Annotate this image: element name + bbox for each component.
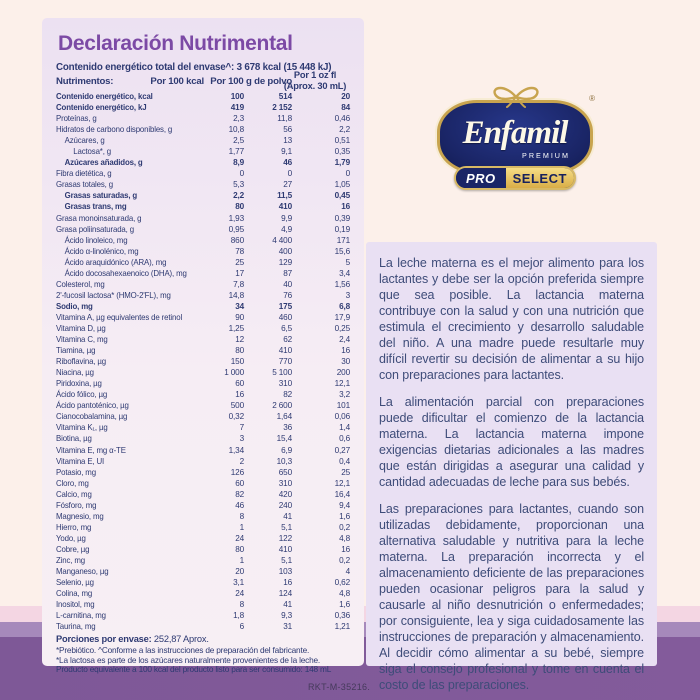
nutrient-value: 1,77 <box>228 147 244 157</box>
nutrient-value: 1,8 <box>233 611 244 621</box>
table-row <box>56 356 350 367</box>
nutrient-value: 1,4 <box>339 423 350 433</box>
nutrient-value: 60 <box>235 379 244 389</box>
table-row <box>56 168 350 179</box>
nutrient-label: Tiamina, µg <box>56 346 96 356</box>
per-oz-line2: (Aprox. 30 mL) <box>283 81 347 91</box>
nutrient-value: 200 <box>336 368 350 378</box>
nutrient-value: 7,8 <box>233 279 244 289</box>
nutrient-value: 1,6 <box>339 600 350 610</box>
nutrient-value: 84 <box>341 103 350 113</box>
nutrient-label: Cianocobalamina, µg <box>56 412 128 422</box>
nutrient-label: Vitamina E, UI <box>56 456 105 466</box>
nutrient-value: 1,25 <box>228 323 244 333</box>
nutrient-value: 2 152 <box>272 103 292 113</box>
nutrient-value: 62 <box>283 335 292 345</box>
per-oz-line1: Por 1 oz fl <box>293 70 337 80</box>
nutrient-value: 6 <box>239 622 244 632</box>
nutrient-value: 500 <box>230 401 244 411</box>
nutrient-value: 100 <box>230 92 244 101</box>
table-row <box>56 456 350 467</box>
nutrient-value: 3 <box>239 434 244 444</box>
nutrient-value: 16,4 <box>334 489 350 499</box>
table-row <box>56 224 350 235</box>
nutrient-label: Fibra dietética, g <box>56 169 112 179</box>
footnote-line: *Prebiótico. ^Conforme a las instrucciones de preparación del fabricante. <box>56 645 310 656</box>
nutrient-value: 1,21 <box>334 622 350 632</box>
nutrient-value: 4,9 <box>281 224 292 234</box>
nutrient-value: 80 <box>235 346 244 356</box>
nutrient-label: Cloro, mg <box>56 478 89 488</box>
reference-code: RKT-M-35216. <box>308 682 371 692</box>
nutrient-value: 6,5 <box>281 323 292 333</box>
nutrient-value: 0,4 <box>339 456 350 466</box>
nutrient-value: 171 <box>336 235 350 245</box>
nutrient-value: 410 <box>278 202 292 212</box>
nutrient-value: 0,25 <box>334 323 350 333</box>
nutrient-label: Vitamina K₁, µg <box>56 423 108 433</box>
nutrient-value: 80 <box>235 202 244 212</box>
nutrient-value: 4,8 <box>339 589 350 599</box>
nutrient-value: 9,9 <box>281 213 292 223</box>
nutrient-value: 9,1 <box>281 147 292 157</box>
pro-select-badge <box>454 166 576 190</box>
table-row <box>56 91 350 102</box>
nutrient-label: Ácido araquidónico (ARA), mg <box>64 257 167 267</box>
table-row <box>56 312 350 323</box>
nutrient-label: Grasa monoinsaturada, g <box>56 213 142 223</box>
servings-label: Porciones por envase: <box>56 634 152 645</box>
nutrient-value: 34 <box>235 301 244 311</box>
nutrient-value: 1,34 <box>228 445 244 455</box>
nutrient-label: Grasas saturadas, g <box>64 191 138 201</box>
table-row <box>56 588 350 599</box>
nutrient-value: 126 <box>230 467 244 477</box>
nutrient-value: 3,4 <box>339 268 350 278</box>
table-row <box>56 345 350 356</box>
table-row <box>56 279 350 290</box>
nutrient-value: 16 <box>283 578 292 588</box>
nutrient-value: 1,93 <box>228 213 244 223</box>
logo-navy-box <box>437 100 593 174</box>
nutrient-value: 16 <box>341 544 350 554</box>
table-row <box>56 577 350 588</box>
nutrient-value: 0,62 <box>334 578 350 588</box>
nutrient-value: 78 <box>235 246 244 256</box>
nutrient-value: 14,8 <box>228 290 244 300</box>
nutrient-label: Fósforo, mg <box>56 500 97 510</box>
registered-mark: ® <box>589 94 595 103</box>
nutrient-value: 1,56 <box>334 279 350 289</box>
nutrient-value: 9,4 <box>339 500 350 510</box>
nutrient-value: 8 <box>239 600 244 610</box>
nutrient-value: 410 <box>278 544 292 554</box>
info-paragraph-3: Las preparaciones para lactantes, cuando son utilizadas debidamente, proporcionan una alternativa saludable y nutritiva para la leche materna. La preparación incorrecta y el almacenamiento deficiente de las preparaciones pueden ocasionar peligros para la salud y causarle al niño desnutrición o enfermedades; por consiguiente, lea y siga cuidadosamente las instrucciones de preparación y almacenamiento. Al decidir cómo alimentar a su bebé, siempre siga el consejo profesional y tome en cuenta el costo de las preparaciones. <box>379 502 644 692</box>
nutrient-label: Hidratos de carbono disponibles, g <box>56 125 173 135</box>
nutrient-value: 56 <box>283 125 292 135</box>
nutrient-value: 240 <box>278 500 292 510</box>
nutrient-value: 7 <box>239 423 244 433</box>
nutrient-label: Grasa poliinsaturada, g <box>56 224 134 234</box>
nutrient-label: Vitamina C, mg <box>56 335 108 345</box>
nutrient-value: 16 <box>235 390 244 400</box>
nutrient-label: Azúcares añadidos, g <box>64 158 143 168</box>
nutrient-value: 103 <box>278 567 292 577</box>
nutrient-value: 420 <box>278 489 292 499</box>
table-row <box>56 489 350 500</box>
table-row <box>56 555 350 566</box>
nutrient-value: 4 400 <box>272 235 292 245</box>
nutrient-value: 0,19 <box>334 224 350 234</box>
nutrient-value: 46 <box>235 500 244 510</box>
table-row <box>56 179 350 190</box>
nutrient-label: Calcio, mg <box>56 489 92 499</box>
nutrient-value: 11,5 <box>277 191 292 201</box>
nutrient-value: 36 <box>283 423 292 433</box>
nutrient-label: L-carnitina, mg <box>56 611 106 621</box>
nutrient-label: Contenido energético, kcal <box>56 92 153 101</box>
nutrient-value: 0 <box>287 169 292 179</box>
nutrient-value: 41 <box>283 511 292 521</box>
nutrient-value: 4 <box>345 567 350 577</box>
nutrient-value: 20 <box>341 92 350 101</box>
nutrient-value: 30 <box>341 357 350 367</box>
nutrient-value: 11,8 <box>277 114 292 124</box>
table-row <box>56 190 350 201</box>
nutrient-value: 1,64 <box>276 412 292 422</box>
nutrient-label: Inositol, mg <box>56 600 95 610</box>
nutrient-value: 16 <box>341 346 350 356</box>
footnote-line: *La lactosa es parte de los azúcares naturalmente provenientes de la leche. <box>56 654 321 665</box>
table-row <box>56 610 350 621</box>
nutrient-value: 0,95 <box>228 224 244 234</box>
table-row <box>56 246 350 257</box>
info-paragraph-1: La leche materna es el mejor alimento para los lactantes y debe ser la opción preferida siempre que sea posible. La lactancia materna contribuye con la salud y con una nutrición que estimula el crecimiento y desarrollo saludable del niño. A una madre puede resultarle muy difícil revertir su decisión de alimentar a su hijo con preparaciones para lactantes. <box>379 256 644 382</box>
table-row <box>56 323 350 334</box>
nutrient-value: 400 <box>278 246 292 256</box>
nutrient-value: 87 <box>283 268 292 278</box>
nutrient-value: 3,1 <box>233 578 244 588</box>
nutrient-label: Vitamina E, mg α-TE <box>56 445 126 455</box>
table-row <box>56 124 350 135</box>
table-row <box>56 157 350 168</box>
nutrient-value: 860 <box>230 235 244 245</box>
table-row <box>56 433 350 444</box>
nutrient-value: 2 <box>239 456 244 466</box>
nutrient-label: Ácido linoleico, mg <box>64 235 128 245</box>
nutrient-value: 770 <box>278 357 292 367</box>
nutrient-value: 10,8 <box>228 125 244 135</box>
table-row <box>56 467 350 478</box>
nutrient-value: 124 <box>278 589 292 599</box>
nutrient-label: Hierro, mg <box>56 522 92 532</box>
nutrient-label: Sodio, mg <box>56 301 93 311</box>
table-row <box>56 290 350 301</box>
nutrient-value: 90 <box>235 312 244 322</box>
nutrient-value: 0,39 <box>334 213 350 223</box>
nutrient-value: 2,3 <box>233 114 244 124</box>
table-row <box>56 257 350 268</box>
nutrient-value: 10,3 <box>276 456 292 466</box>
nutrient-label: Vitamina D, µg <box>56 323 106 333</box>
nutrient-value: 2 600 <box>272 401 292 411</box>
nutrient-value: 15,6 <box>334 246 350 256</box>
table-row <box>56 511 350 522</box>
table-row <box>56 334 350 345</box>
table-row <box>56 146 350 157</box>
column-header-per100kcal: Por 100 kcal <box>150 76 204 87</box>
nutrient-value: 1 000 <box>224 368 244 378</box>
nutrient-value: 82 <box>235 489 244 499</box>
nutrient-value: 0,45 <box>334 191 350 201</box>
nutrient-label: Piridoxina, µg <box>56 379 102 389</box>
nutrient-value: 80 <box>235 544 244 554</box>
nutrient-value: 0,27 <box>334 445 350 455</box>
footnotes <box>56 646 350 675</box>
nutrient-label: Selenio, µg <box>56 578 94 588</box>
table-row <box>56 621 350 632</box>
servings-line <box>56 634 350 644</box>
nutrient-label: 2'-fucosil lactosa* (HMO-2'FL), mg <box>56 290 171 300</box>
info-paragraph-2: La alimentación parcial con preparaciones puede dificultar el comienzo de la lactancia materna. La lactancia materna impone exigencias dietarias adicionales a las madres que están dirigidas a asegurar una calidad y cantidad adecuadas de leche para sus bebés. <box>379 395 644 489</box>
nutrient-label: Taurina, mg <box>56 622 96 632</box>
table-row <box>56 389 350 400</box>
nutrient-value: 17,9 <box>334 312 350 322</box>
enfamil-logo <box>437 86 593 198</box>
table-row <box>56 135 350 146</box>
table-row <box>56 445 350 456</box>
nutrient-value: 8 <box>239 511 244 521</box>
nutrient-value: 27 <box>283 180 292 190</box>
nutrient-label: Colesterol, mg <box>56 279 105 289</box>
nutrient-value: 25 <box>235 257 244 267</box>
nutrient-value: 0,51 <box>334 136 350 146</box>
total-energy-line: Contenido energético total del envase^: 3 678 kcal (15 448 kJ) <box>56 62 332 73</box>
nutrient-label: Biotina, µg <box>56 434 92 444</box>
nutrient-value: 46 <box>283 158 292 168</box>
table-row <box>56 213 350 224</box>
nutrient-value: 1,6 <box>339 511 350 521</box>
nutrient-value: 101 <box>336 401 350 411</box>
nutrient-label: Magnesio, mg <box>56 511 104 521</box>
nutrient-label: Ácido α-linolénico, mg <box>64 246 139 256</box>
nutrient-value: 0,36 <box>334 611 350 621</box>
nutrient-value: 2,4 <box>339 335 350 345</box>
nutrient-label: Grasas totales, g <box>56 180 113 190</box>
nutrient-value: 3,2 <box>339 390 350 400</box>
table-row <box>56 478 350 489</box>
nutrient-label: Cobre, µg <box>56 544 90 554</box>
nutrient-value: 5 <box>345 257 350 267</box>
nutrient-value: 5,3 <box>233 180 244 190</box>
nutrient-value: 5 100 <box>272 368 292 378</box>
nutrient-value: 40 <box>283 279 292 289</box>
nutrient-value: 0,46 <box>334 114 350 124</box>
ribbon-bow-icon <box>485 80 547 108</box>
nutrient-value: 514 <box>278 92 292 101</box>
nutrient-value: 0,2 <box>339 555 350 565</box>
table-row <box>56 268 350 279</box>
nutrient-value: 25 <box>341 467 350 477</box>
column-header-nutrients: Nutrimentos: <box>56 76 114 87</box>
nutrient-value: 650 <box>278 467 292 477</box>
nutrient-label: Lactosa*, g <box>73 147 112 157</box>
brand-premium: PREMIUM <box>522 151 570 160</box>
nutrient-value: 5,1 <box>281 555 292 565</box>
nutrient-value: 0 <box>345 169 350 179</box>
nutrient-label: Potasio, mg <box>56 467 96 477</box>
column-header-per100g: Por 100 g de polvo <box>210 76 292 87</box>
nutrient-value: 20 <box>235 567 244 577</box>
badge-pro: PRO <box>456 168 506 188</box>
table-row <box>56 599 350 610</box>
nutrient-value: 310 <box>278 379 292 389</box>
table-row <box>56 113 350 124</box>
nutrient-label: Zinc, mg <box>56 555 85 565</box>
nutrient-value: 460 <box>278 312 292 322</box>
nutrient-value: 1,79 <box>334 158 350 168</box>
table-row <box>56 411 350 422</box>
nutrient-value: 5,1 <box>281 522 292 532</box>
nutrient-value: 129 <box>278 257 292 267</box>
nutrient-value: 12,1 <box>334 379 350 389</box>
nutrient-label: Colina, mg <box>56 589 93 599</box>
table-row <box>56 102 350 113</box>
nutrition-rows <box>56 91 350 632</box>
table-row <box>56 201 350 212</box>
nutrition-facts-card <box>42 18 364 675</box>
nutrient-label: Vitamina A, µg equivalentes de retinol <box>56 312 183 322</box>
table-row <box>56 301 350 312</box>
nutrient-value: 31 <box>283 622 292 632</box>
nutrient-label: Grasas trans, mg <box>64 202 127 212</box>
nutrient-value: 0,2 <box>339 522 350 532</box>
nutrient-value: 419 <box>230 103 244 113</box>
nutrient-label: Manganeso, µg <box>56 567 109 577</box>
nutrient-value: 17 <box>235 268 244 278</box>
table-row <box>56 566 350 577</box>
nutrient-value: 9,3 <box>281 611 292 621</box>
table-row <box>56 533 350 544</box>
nutrient-value: 0,35 <box>334 147 350 157</box>
nutrient-value: 410 <box>278 346 292 356</box>
nutrient-value: 16 <box>341 202 350 212</box>
nutrient-value: 2,2 <box>233 191 244 201</box>
nutrient-label: Ácido fólico, µg <box>56 390 108 400</box>
table-row <box>56 544 350 555</box>
nutrient-label: Proteínas, g <box>56 114 97 124</box>
nutrient-value: 2,2 <box>339 125 350 135</box>
footnote-line: Producto equivalente a 100 kcal del producto listo para ser consumido: 148 mL <box>56 664 332 675</box>
table-row <box>56 522 350 533</box>
nutrient-label: Azúcares, g <box>64 136 105 146</box>
nutrient-value: 1 <box>239 555 244 565</box>
nutrient-value: 0,32 <box>228 412 244 422</box>
breastfeeding-info-card <box>366 242 657 692</box>
nutrient-label: Ácido docosahexaenoico (DHA), mg <box>64 268 187 278</box>
nutrient-value: 150 <box>230 357 244 367</box>
table-row <box>56 400 350 411</box>
nutrient-label: Yodo, µg <box>56 533 86 543</box>
nutrient-value: 6,8 <box>339 301 350 311</box>
nutrient-label: Niacina, µg <box>56 368 94 378</box>
nutrient-value: 1 <box>239 522 244 532</box>
table-row <box>56 500 350 511</box>
nutrient-value: 15,4 <box>276 434 292 444</box>
nutrient-value: 0,06 <box>334 412 350 422</box>
nutrient-value: 2,5 <box>233 136 244 146</box>
nutrient-value: 76 <box>283 290 292 300</box>
nutrient-value: 41 <box>283 600 292 610</box>
nutrient-value: 24 <box>235 533 244 543</box>
nutrient-value: 12,1 <box>334 478 350 488</box>
nutrient-value: 0 <box>239 169 244 179</box>
column-header-per-oz <box>280 70 350 92</box>
nutrient-value: 8,9 <box>233 158 244 168</box>
table-row <box>56 367 350 378</box>
nutrient-label: Ácido pantoténico, µg <box>56 401 129 411</box>
nutrient-value: 24 <box>235 589 244 599</box>
servings-value: 252,87 Aprox. <box>153 634 209 645</box>
nutrient-value: 175 <box>278 301 292 311</box>
nutrient-value: 3 <box>345 290 350 300</box>
badge-select: SELECT <box>506 168 574 188</box>
nutrient-value: 13 <box>283 136 292 146</box>
nutrient-value: 6,9 <box>281 445 292 455</box>
nutrient-value: 122 <box>278 533 292 543</box>
nutrient-label: Contenido energético, kJ <box>56 103 147 113</box>
nutrient-value: 12 <box>235 335 244 345</box>
table-row <box>56 422 350 433</box>
table-row <box>56 378 350 389</box>
table-row <box>56 235 350 246</box>
nutrient-value: 82 <box>283 390 292 400</box>
nutrient-value: 1,05 <box>334 180 350 190</box>
nutrient-label: Riboflavina, µg <box>56 357 106 367</box>
brand-name: Enfamil <box>462 115 568 151</box>
nutrition-title: Declaración Nutrimental <box>58 32 293 55</box>
nutrient-value: 310 <box>278 478 292 488</box>
nutrient-value: 60 <box>235 478 244 488</box>
nutrient-value: 4,8 <box>339 533 350 543</box>
nutrient-value: 0,6 <box>339 434 350 444</box>
